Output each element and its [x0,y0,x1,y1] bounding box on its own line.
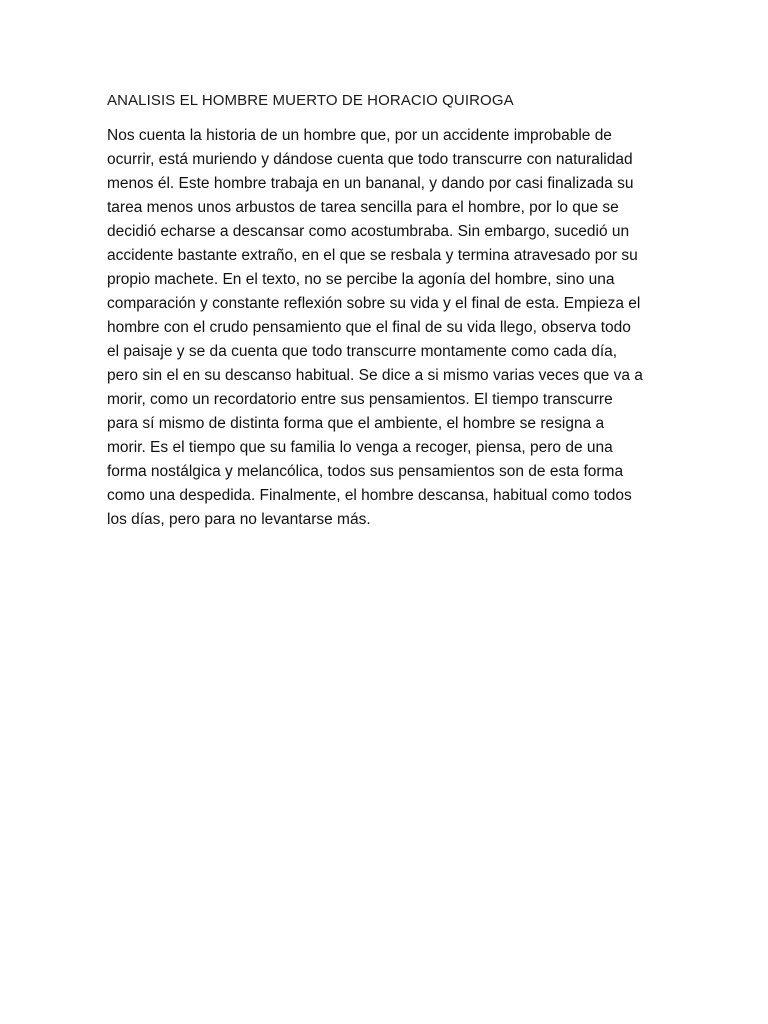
body-line: los días, pero para no levantarse más. [107,511,371,528]
body-line: morir. Es el tiempo que su familia lo venga a recoger, piensa, pero de una [107,439,613,456]
body-line: comparación y constante reflexión sobre su vida y el final de esta. Empieza el [107,295,641,312]
document-body [107,124,687,532]
body-line: pero sin el en su descanso habitual. Se dice a si mismo varias veces que va a [107,367,643,384]
body-line: forma nostálgica y melancólica, todos sus pensamientos son de esta forma [107,463,624,480]
body-line: como una despedida. Finalmente, el hombre descansa, habitual como todos [107,487,632,504]
body-line: propio machete. En el texto, no se percibe la agonía del hombre, sino una [107,271,615,288]
body-line: decidió echarse a descansar como acostumbraba. Sin embargo, sucedió un [107,223,630,240]
body-line: hombre con el crudo pensamiento que el final de su vida llego, observa todo [107,319,631,336]
body-line: Nos cuenta la historia de un hombre que, por un accidente improbable de [107,127,612,144]
body-line: el paisaje y se da cuenta que todo transcurre montamente como cada día, [107,343,618,360]
body-line: para sí mismo de distinta forma que el ambiente, el hombre se resigna a [107,415,605,432]
body-line: morir, como un recordatorio entre sus pensamientos. El tiempo transcurre [107,391,613,408]
document-title: ANALISIS EL HOMBRE MUERTO DE HORACIO QUIROGA [107,92,514,109]
body-line: ocurrir, está muriendo y dándose cuenta que todo transcurre con naturalidad [107,151,633,168]
body-line: menos él. Este hombre trabaja en un bananal, y dando por casi finalizada su [107,175,634,192]
body-line: tarea menos unos arbustos de tarea sencilla para el hombre, por lo que se [107,199,619,216]
body-line: accidente bastante extraño, en el que se resbala y termina atravesado por su [107,247,638,264]
